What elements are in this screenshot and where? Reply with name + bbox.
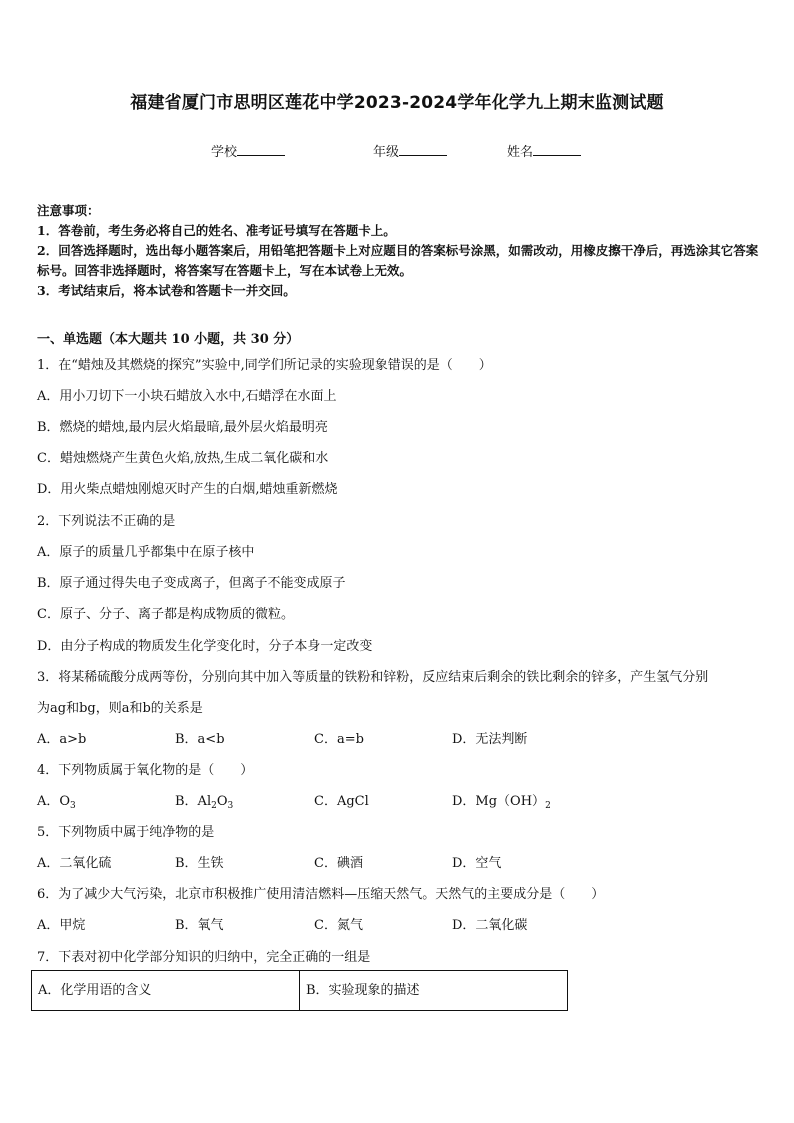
- notice-item: 1．答卷前，考生务必将自己的姓名、准考证号填写在答题卡上。: [37, 223, 396, 238]
- subscript: 2: [211, 801, 217, 811]
- option[interactable]: [37, 790, 76, 811]
- knowledge-table: [31, 970, 568, 1011]
- option[interactable]: D．二氧化碳: [452, 918, 528, 933]
- question-stem: 6．为了减少大气污染，北京市积极推广使用清洁燃料—压缩天然气。天然气的主要成分是（ ）: [37, 887, 605, 902]
- option[interactable]: A．用小刀切下一小块石蜡放入水中,石蜡浮在水面上: [37, 389, 337, 404]
- exam-title: 福建省厦门市思明区莲花中学2023-2024学年化学九上期末监测试题: [130, 93, 664, 113]
- option[interactable]: D．无法判断: [452, 732, 528, 747]
- question-stem: 5．下列物质中属于纯净物的是: [37, 825, 215, 840]
- question-stem-cont: 为ag和bg，则a和b的关系是: [37, 701, 203, 716]
- option[interactable]: C．蜡烛燃烧产生黄色火焰,放热,生成二氧化碳和水: [37, 451, 329, 466]
- option[interactable]: B．原子通过得失电子变成离子，但离子不能变成原子: [37, 576, 346, 591]
- option[interactable]: A．二氧化硫: [37, 856, 112, 871]
- notice-title: 注意事项：: [37, 203, 100, 218]
- grade-field: [373, 141, 447, 160]
- school-blank[interactable]: [237, 143, 285, 156]
- option-text: A．O: [37, 794, 71, 809]
- question-stem: 4．下列物质属于氧化物的是（ ）: [37, 763, 254, 778]
- grade-blank[interactable]: [399, 143, 447, 156]
- table-cell: B．实验现象的描述: [299, 971, 567, 1010]
- table-cell: A．化学用语的含义: [38, 983, 152, 998]
- option[interactable]: B．氧气: [175, 918, 224, 933]
- option[interactable]: A．甲烷: [37, 918, 86, 933]
- option[interactable]: B．生铁: [175, 856, 224, 871]
- subscript: 3: [227, 801, 234, 811]
- option[interactable]: [452, 790, 551, 811]
- notice-item: 3．考试结束后，将本试卷和答题卡一并交回。: [37, 283, 296, 298]
- school-label: 学校: [211, 145, 238, 160]
- option-text: D．Mg（OH）: [452, 794, 546, 809]
- question-stem: 2．下列说法不正确的是: [37, 514, 176, 529]
- option[interactable]: B．a<b: [175, 732, 225, 747]
- option[interactable]: C．a=b: [314, 732, 364, 747]
- section-title: 一、单选题（本大题共 10 小题，共 30 分）: [37, 332, 300, 347]
- question-stem: 3．将某稀硫酸分成两等份，分别向其中加入等质量的铁粉和锌粉，反应结束后剩余的铁比剩余的锌多，产生氢气分别: [37, 670, 709, 685]
- question-stem: 1．在“蜡烛及其燃烧的探究”实验中,同学们所记录的实验现象错误的是（ ）: [37, 358, 492, 373]
- option[interactable]: D．用火柴点蜡烛刚熄灭时产生的白烟,蜡烛重新燃烧: [37, 482, 338, 497]
- name-blank[interactable]: [533, 143, 581, 156]
- subscript: 3: [70, 801, 76, 811]
- notice-item: 2．回答选择题时，选出每小题答案后，用铅笔把答题卡上对应题目的答案标号涂黑，如需改动，用橡皮擦干净后，再选涂其它答案标号。回答非选择题时，将答案写在答题卡上，写在本试卷上无效。: [37, 243, 759, 278]
- option-text: B．Al: [175, 794, 212, 809]
- option[interactable]: A．原子的质量几乎都集中在原子核中: [37, 545, 255, 560]
- option[interactable]: D．空气: [452, 856, 502, 871]
- option[interactable]: C．碘酒: [314, 856, 363, 871]
- option[interactable]: C．氮气: [314, 918, 363, 933]
- name-field: [507, 141, 581, 160]
- notice-block: [37, 201, 762, 301]
- subscript: 2: [545, 801, 551, 811]
- option[interactable]: [175, 790, 233, 811]
- name-label: 姓名: [507, 145, 534, 160]
- option[interactable]: D．由分子构成的物质发生化学变化时，分子本身一定改变: [37, 639, 373, 654]
- school-field: [211, 141, 285, 160]
- option[interactable]: B．燃烧的蜡烛,最内层火焰最暗,最外层火焰最明亮: [37, 420, 328, 435]
- question-stem: 7．下表对初中化学部分知识的归纳中，完全正确的一组是: [37, 950, 371, 965]
- option[interactable]: C．原子、分子、离子都是构成物质的微粒。: [37, 607, 294, 622]
- option[interactable]: C．AgCl: [314, 794, 369, 809]
- grade-label: 年级: [373, 145, 400, 160]
- option-text: O: [216, 794, 228, 809]
- option[interactable]: A．a>b: [37, 732, 87, 747]
